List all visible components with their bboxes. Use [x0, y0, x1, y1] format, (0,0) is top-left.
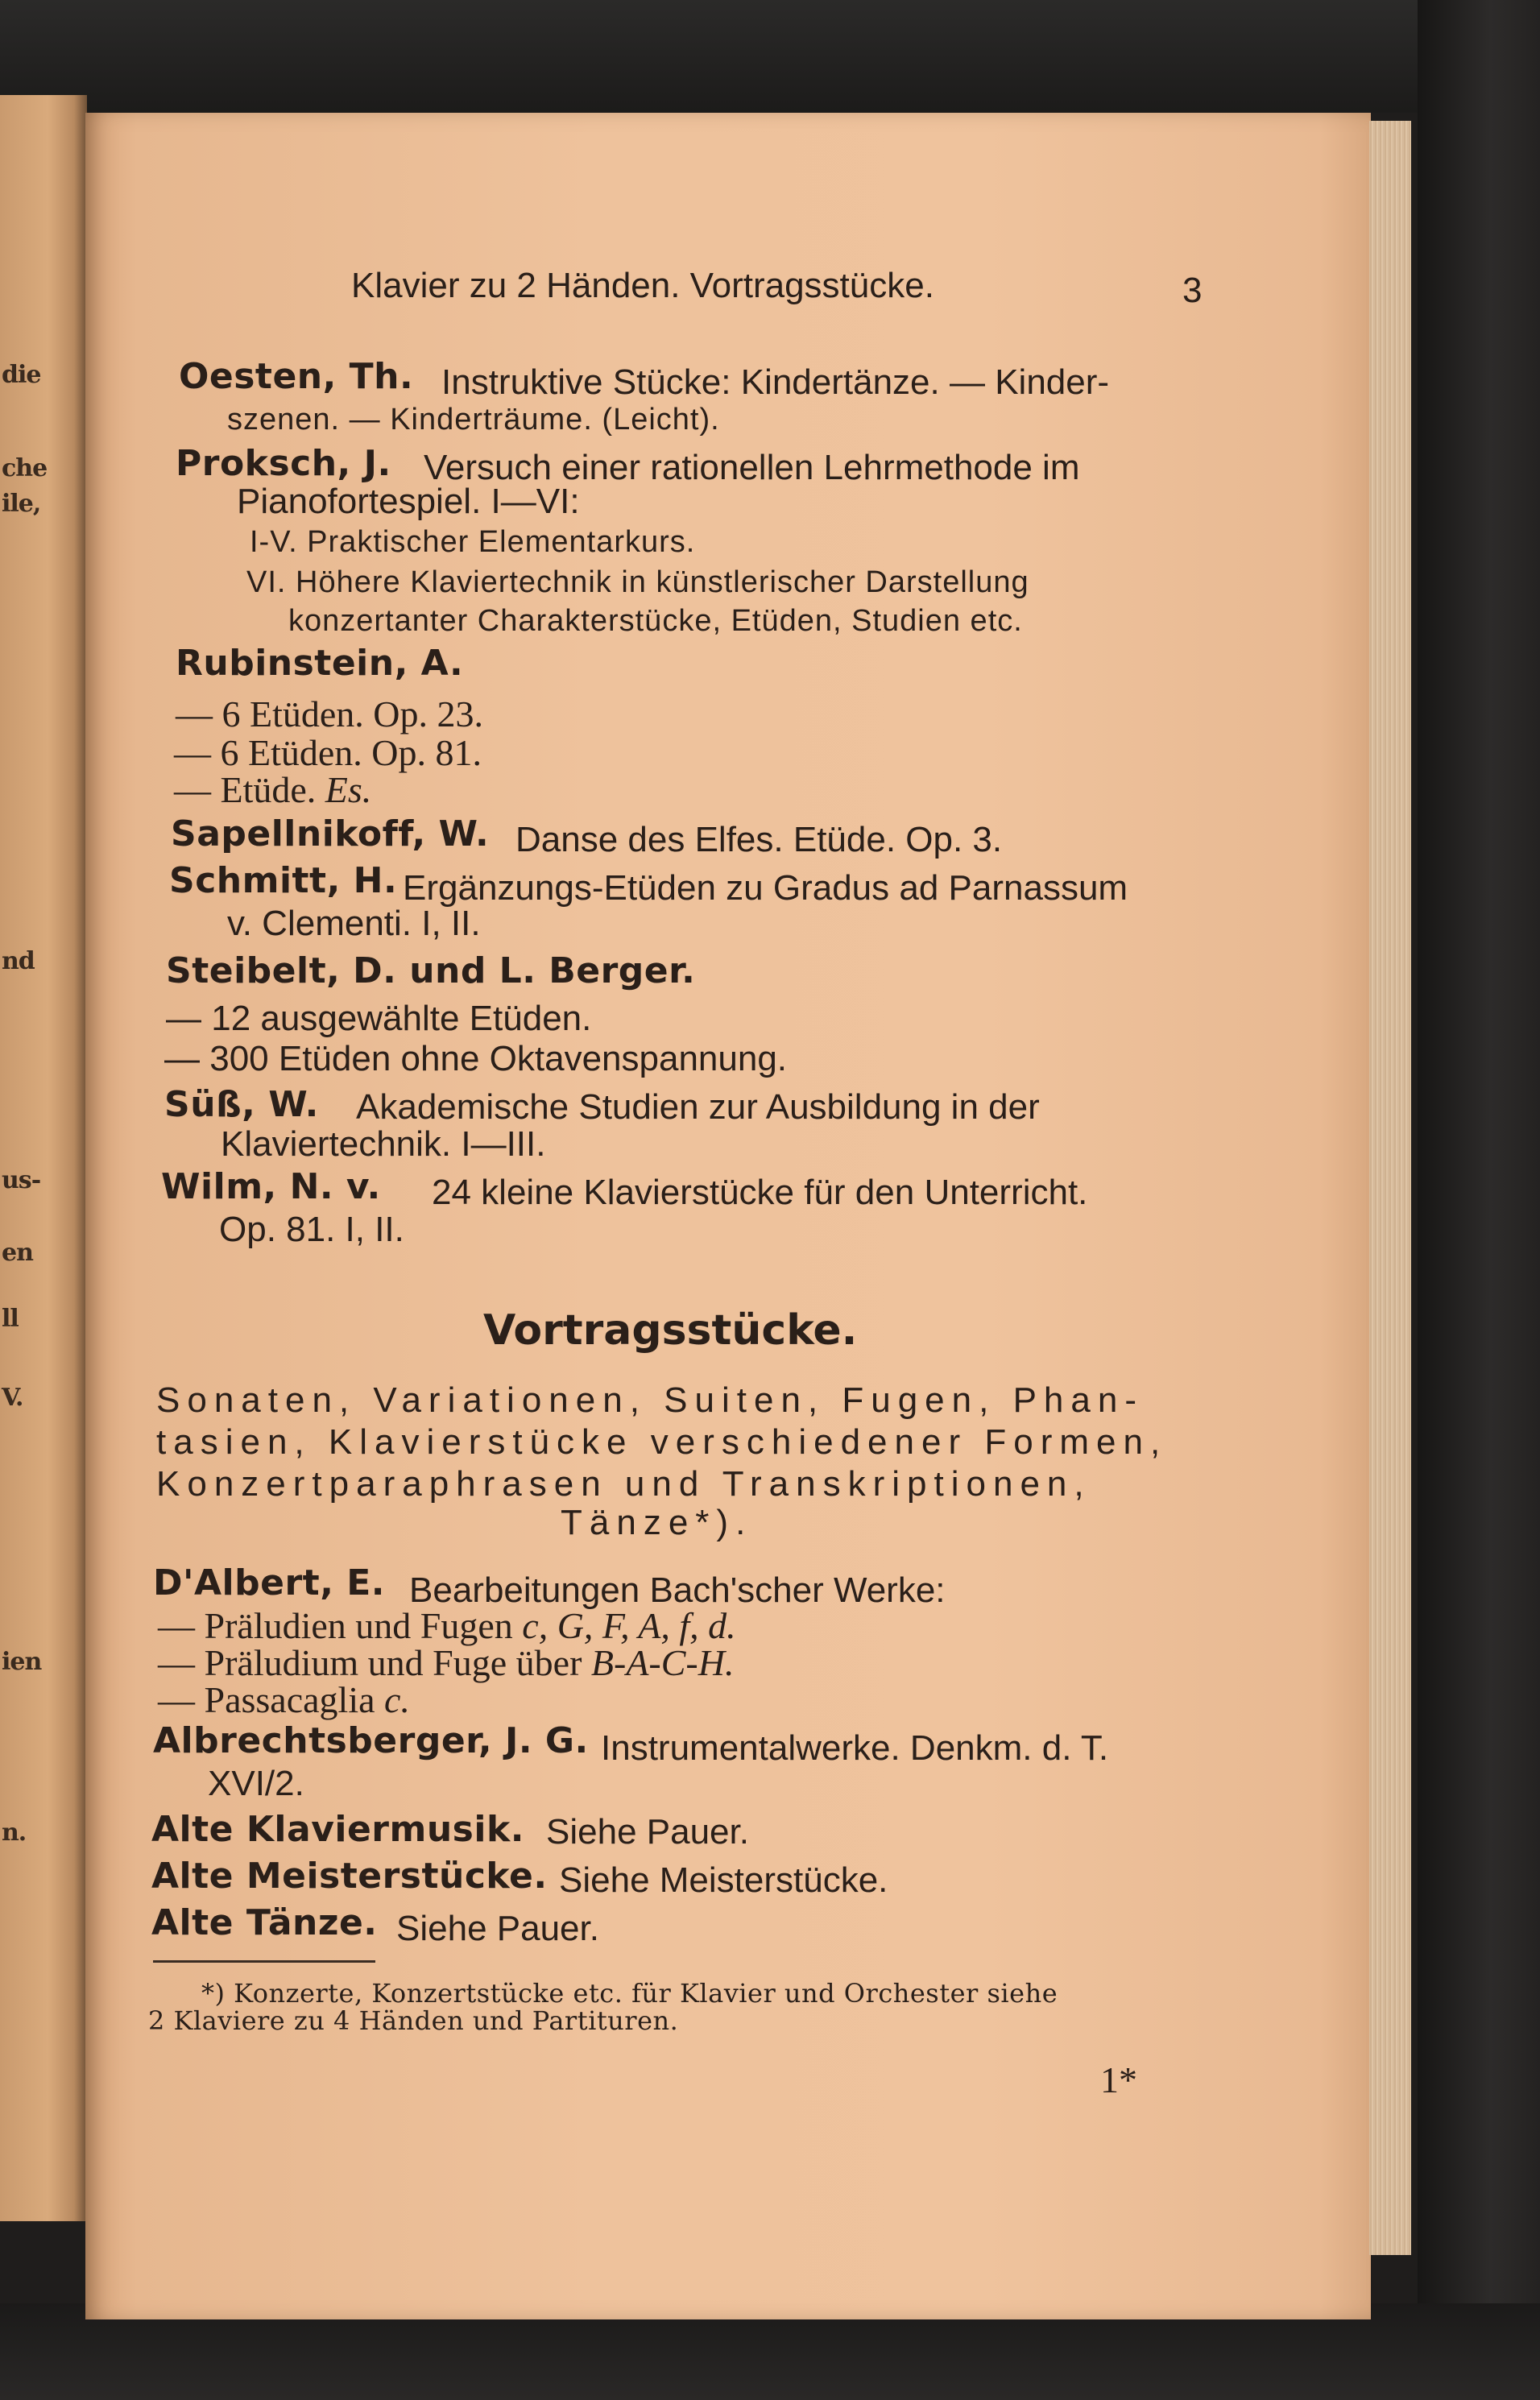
entry-text-alte-meisterstuecke: Siehe Meisterstücke. [559, 1860, 888, 1900]
section-intro-line: Konzertparaphrasen und Transkriptionen, [156, 1464, 1091, 1504]
left-fragment: V. [2, 1384, 23, 1412]
left-fragment: n. [2, 1819, 27, 1847]
entry-name-dalbert: D'Albert, E. [153, 1562, 386, 1603]
section-intro-line: Tänze*). [561, 1503, 753, 1542]
entry-cont-albrechtsberger: XVI/2. [208, 1764, 304, 1803]
left-fragment: nd [2, 947, 35, 975]
entry-item-steibelt: — 300 Etüden ohne Oktavenspannung. [164, 1039, 788, 1078]
entry-cont-wilm: Op. 81. I, II. [219, 1210, 404, 1249]
entry-cont-schmitt: v. Clementi. I, II. [227, 904, 481, 943]
entry-text-oesten: Instruktive Stücke: Kindertänze. — Kinder- [441, 362, 1110, 402]
left-fragment: che [2, 454, 48, 482]
left-fragment: en [2, 1239, 33, 1267]
left-fragment: us- [2, 1166, 41, 1194]
entry-text-dalbert: Bearbeitungen Bach'scher Werke: [409, 1570, 946, 1610]
entry-sub-proksch: VI. Höhere Klaviertechnik in künstlerischer Darstellung [246, 565, 1029, 599]
entry-text-alte-taenze: Siehe Pauer. [396, 1909, 599, 1948]
entry-item-dalbert: — Präludium und Fuge über B-A-C-H. [158, 1642, 735, 1683]
entry-text-albrechtsberger: Instrumentalwerke. Denkm. d. T. [601, 1728, 1109, 1768]
entry-name-suess: Süß, W. [164, 1084, 319, 1125]
section-intro-line: tasien, Klavierstücke verschiedener Formen, [156, 1422, 1168, 1462]
entry-item-rubinstein: — 6 Etüden. Op. 23. [176, 693, 484, 734]
entry-item-rubinstein: — 6 Etüden. Op. 81. [174, 732, 482, 773]
footnote-rule [153, 1960, 375, 1963]
signature-mark: 1* [1100, 2059, 1137, 2100]
left-fragment: ile, [2, 490, 41, 518]
entry-name-alte-meisterstuecke: Alte Meisterstücke. [151, 1856, 548, 1897]
entry-name-schmitt: Schmitt, H. [169, 860, 398, 901]
entry-item-rubinstein: — Etüde. Es. [174, 769, 372, 810]
entry-sub-proksch: I-V. Praktischer Elementarkurs. [250, 525, 696, 559]
entry-item-dalbert: — Präludien und Fugen c, G, F, A, f, d. [158, 1605, 736, 1646]
left-fragment: die [2, 361, 41, 389]
entry-cont-suess: Klaviertechnik. I—III. [221, 1124, 546, 1164]
section-title: Vortragsstücke. [483, 1306, 858, 1355]
entry-name-steibelt: Steibelt, D. und L. Berger. [166, 950, 696, 991]
entry-text-sapellnikoff: Danse des Elfes. Etüde. Op. 3. [515, 820, 1003, 859]
footnote-line: 2 Klaviere zu 4 Händen und Partituren. [148, 2005, 679, 2036]
entry-item-dalbert: — Passacaglia c. [158, 1679, 410, 1720]
entry-name-alte-klaviermusik: Alte Klaviermusik. [151, 1809, 524, 1850]
entry-text-wilm: 24 kleine Klavierstücke für den Unterricht. [432, 1173, 1088, 1212]
entry-name-wilm: Wilm, N. v. [161, 1166, 381, 1207]
entry-item-steibelt: — 12 ausgewählte Etüden. [166, 999, 592, 1038]
entry-text-alte-klaviermusik: Siehe Pauer. [546, 1812, 749, 1852]
entry-name-albrechtsberger: Albrechtsberger, J. G. [153, 1720, 589, 1761]
entry-cont-proksch: Pianofortespiel. I—VI: [237, 482, 580, 521]
left-fragment: ien [2, 1648, 42, 1676]
entry-name-rubinstein: Rubinstein, A. [176, 643, 464, 684]
footnote-line: *) Konzerte, Konzertstücke etc. für Klavier und Orchester siehe [201, 1978, 1058, 2009]
page-number: 3 [1182, 271, 1203, 310]
entry-name-sapellnikoff: Sapellnikoff, W. [171, 813, 490, 854]
entry-name-oesten: Oesten, Th. [179, 356, 414, 397]
entry-name-alte-taenze: Alte Tänze. [151, 1902, 378, 1943]
entry-sub-proksch: konzertanter Charakterstücke, Etüden, Studien etc. [288, 604, 1023, 638]
entry-text-proksch: Versuch einer rationellen Lehrmethode im [424, 448, 1080, 487]
running-title: Klavier zu 2 Händen. Vortragsstücke. [351, 266, 934, 305]
entry-cont-oesten: szenen. — Kinderträume. (Leicht). [227, 403, 720, 437]
entry-text-schmitt: Ergänzungs-Etüden zu Gradus ad Parnassum [403, 868, 1128, 908]
section-intro-line: Sonaten, Variationen, Suiten, Fugen, Phan- [156, 1380, 1144, 1420]
left-fragment: ll [2, 1305, 19, 1333]
entry-name-proksch: Proksch, J. [176, 443, 391, 484]
entry-text-suess: Akademische Studien zur Ausbildung in der [356, 1087, 1040, 1127]
